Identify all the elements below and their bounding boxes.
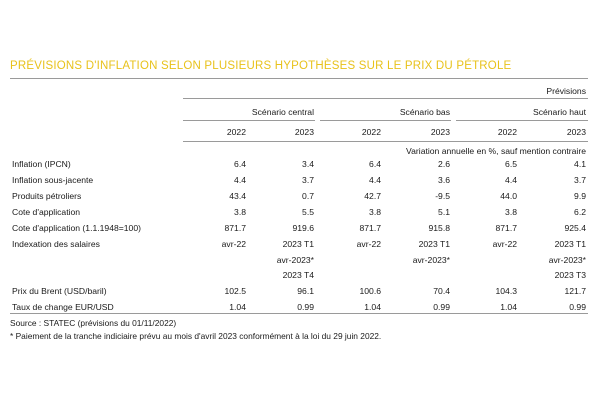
- table-cell: 2023 T1: [282, 239, 314, 249]
- bottom-rule: [10, 313, 588, 314]
- table-cell: 6.4: [369, 159, 381, 169]
- table-cell: 5.1: [438, 207, 450, 217]
- table-cell: avr-2023*: [548, 255, 586, 265]
- table-cell: 925.4: [564, 223, 586, 233]
- table-cell: 2023 T1: [418, 239, 450, 249]
- table-cell: 70.4: [433, 286, 450, 296]
- table-cell: 3.8: [505, 207, 517, 217]
- table-cell: 100.6: [359, 286, 381, 296]
- table-cell: 3.8: [369, 207, 381, 217]
- row-label: Cote d'application (1.1.1948=100): [12, 223, 141, 233]
- year-header: 2023: [294, 127, 314, 137]
- year-header: 2022: [497, 127, 517, 137]
- table-cell: 919.6: [292, 223, 314, 233]
- row-label: Taux de change EUR/USD: [12, 302, 114, 312]
- table-cell: 44.0: [500, 191, 517, 201]
- table-cell: 102.5: [224, 286, 246, 296]
- table-cell: 4.4: [505, 175, 517, 185]
- row-label: Cote d'application: [12, 207, 81, 217]
- row-label: Inflation (IPCN): [12, 159, 71, 169]
- top-rule: [10, 78, 588, 79]
- table-cell: 43.4: [229, 191, 246, 201]
- table-cell: 121.7: [564, 286, 586, 296]
- table-cell: 3.6: [438, 175, 450, 185]
- table-cell: 6.5: [505, 159, 517, 169]
- scenario-central-label: Scénario central: [251, 107, 314, 117]
- table-cell: 2023 T3: [554, 270, 586, 280]
- table-cell: avr-22: [492, 239, 517, 249]
- source-note: Source : STATEC (prévisions du 01/11/2022): [10, 318, 177, 328]
- table-cell: avr-2023*: [276, 255, 314, 265]
- footnote: * Paiement de la tranche indiciaire prévu au mois d'avril 2023 conformément à la loi du 29 juin 2022.: [10, 331, 382, 341]
- scenario-bas-label: Scénario bas: [399, 107, 450, 117]
- table-cell: 3.7: [574, 175, 586, 185]
- table-cell: 2023 T4: [282, 270, 314, 280]
- table-cell: 42.7: [364, 191, 381, 201]
- row-label: Prix du Brent (USD/baril): [12, 286, 107, 296]
- table-cell: 5.5: [302, 207, 314, 217]
- table-cell: 96.1: [297, 286, 314, 296]
- table-cell: 871.7: [224, 223, 246, 233]
- scenario-rule-central: [183, 120, 315, 121]
- table-cell: 6.2: [574, 207, 586, 217]
- row-label: Indexation des salaires: [12, 239, 100, 249]
- table-cell: 0.99: [569, 302, 586, 312]
- table-cell: 1.04: [500, 302, 517, 312]
- table-cell: -9.5: [435, 191, 450, 201]
- table-cell: 3.4: [302, 159, 314, 169]
- year-header: 2022: [361, 127, 381, 137]
- row-label: Inflation sous-jacente: [12, 175, 94, 185]
- table-cell: 0.7: [302, 191, 314, 201]
- years-rule: [183, 141, 588, 142]
- table-cell: 9.9: [574, 191, 586, 201]
- table-cell: 1.04: [364, 302, 381, 312]
- table-cell: 3.7: [302, 175, 314, 185]
- year-header: 2022: [226, 127, 246, 137]
- scenario-rule-bas: [320, 120, 451, 121]
- table-cell: 0.99: [297, 302, 314, 312]
- table-title: PRÉVISIONS D'INFLATION SELON PLUSIEURS HYPOTHÈSES SUR LE PRIX DU PÉTROLE: [10, 60, 512, 72]
- table-cell: 2023 T1: [554, 239, 586, 249]
- table-cell: 871.7: [359, 223, 381, 233]
- table-cell: 3.8: [234, 207, 246, 217]
- scenario-rule-haut: [456, 120, 588, 121]
- table-cell: 0.99: [433, 302, 450, 312]
- unit-note: Variation annuelle en %, sauf mention contraire: [406, 146, 586, 156]
- table-cell: avr-22: [221, 239, 246, 249]
- table-cell: 104.3: [495, 286, 517, 296]
- table-cell: 4.1: [574, 159, 586, 169]
- header-rule: [183, 98, 588, 99]
- scenario-haut-label: Scénario haut: [532, 107, 586, 117]
- table-cell: 871.7: [495, 223, 517, 233]
- table-cell: 4.4: [234, 175, 246, 185]
- row-label: Produits pétroliers: [12, 191, 82, 201]
- year-header: 2023: [430, 127, 450, 137]
- table-cell: 915.8: [428, 223, 450, 233]
- table-cell: 6.4: [234, 159, 246, 169]
- table-cell: 4.4: [369, 175, 381, 185]
- table-cell: avr-2023*: [412, 255, 450, 265]
- previsions-label: Prévisions: [546, 86, 586, 96]
- table-cell: 2.6: [438, 159, 450, 169]
- table-cell: 1.04: [229, 302, 246, 312]
- year-header: 2023: [566, 127, 586, 137]
- table-cell: avr-22: [356, 239, 381, 249]
